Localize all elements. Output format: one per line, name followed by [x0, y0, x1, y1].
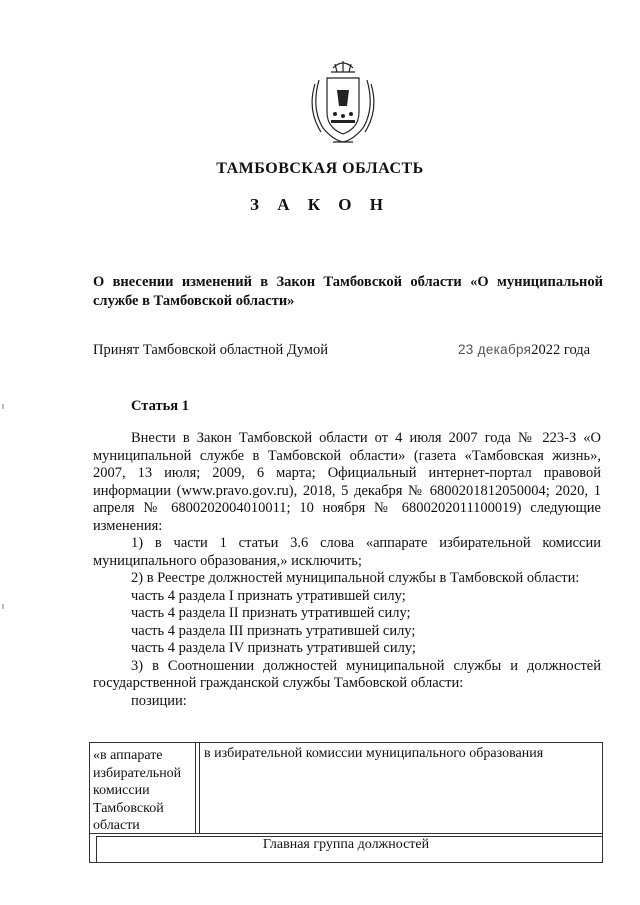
law-title: О внесении изменений в Закон Тамбовской области «О муниципальной службе в Тамбовской области»	[93, 274, 603, 309]
scan-mark	[2, 604, 4, 609]
coat-of-arms-icon	[303, 58, 383, 148]
article-heading: Статья 1	[131, 398, 189, 414]
table-divider	[90, 833, 602, 834]
table-cell-right: в избирательной комиссии муниципального образования	[199, 743, 602, 833]
table-cell-line: области	[93, 818, 140, 833]
amendment-item-1: 1) в части 1 статьи 3.6 слова «аппарате избирательной комиссии муниципального образования,» исключить;	[93, 535, 601, 569]
amendment-subitem: часть 4 раздела I признать утратившей силу;	[131, 587, 406, 604]
amendment-subitem: часть 4 раздела II признать утратившей силу;	[131, 605, 411, 621]
amendment-subitem: часть 4 раздела IV признать утратившей силу;	[131, 640, 416, 656]
positions-label: позиции:	[131, 692, 187, 709]
article-intro: Внести в Закон Тамбовской области от 4 июля 2007 года № 223-З «О муниципальной службе в Тамбовской области» (газета «Тамбовская жизнь», 2007, 13 июля; 2009, 6 марта; Официальный интернет-портал правовой информации (www.pravo.gov.ru), 2018, 5 декабря № 6800201812050004; 2020, 1 апреля № 6800202004010011; 10 ноября № 6800202011100019) следующие изменения:	[93, 430, 601, 534]
date-year: 2022 года	[531, 342, 591, 358]
amendment-item-2: 2) в Реестре должностей муниципальной службы в Тамбовской области:	[131, 570, 580, 586]
table-cell-line: «в аппарате	[93, 748, 163, 763]
table-cell-line: Тамбовской	[93, 800, 164, 816]
handwritten-date: 23 декабря	[458, 342, 532, 357]
adoption-date	[458, 342, 590, 359]
positions-table	[89, 742, 603, 863]
table-cell-line: избирательной	[93, 765, 182, 781]
table-group-row: Главная группа должностей	[262, 837, 430, 852]
region-heading: ТАМБОВСКАЯ ОБЛАСТЬ	[216, 160, 424, 177]
scan-mark	[2, 404, 4, 409]
adopted-by: Принят Тамбовской областной Думой	[93, 342, 328, 358]
document-type-heading: З А К О Н	[249, 195, 391, 214]
article-body	[93, 430, 601, 710]
table-cell-line: комиссии	[93, 783, 150, 798]
amendment-item-3: 3) в Соотношении должностей муниципальной службы и должностей государственной гражданской службы Тамбовской области:	[93, 657, 601, 691]
table-cell-left	[90, 743, 196, 833]
amendment-subitem: часть 4 раздела III признать утратившей силу;	[131, 622, 416, 639]
